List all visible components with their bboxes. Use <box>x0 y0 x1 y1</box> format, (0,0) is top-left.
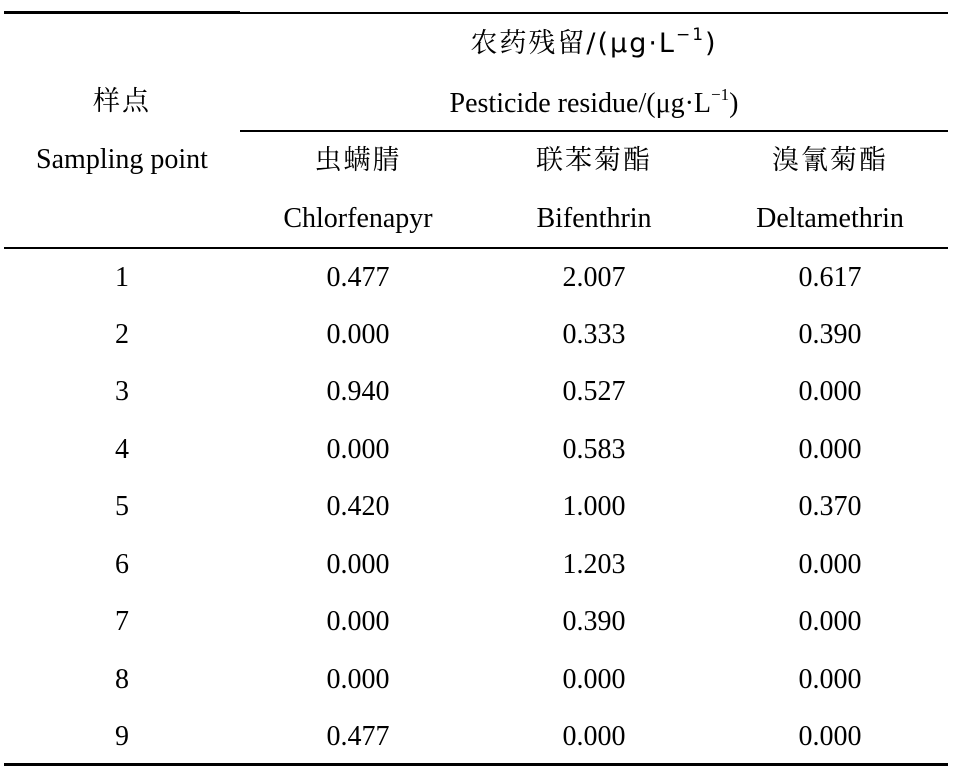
column-header-bifenthrin-cn: 联苯菊酯 <box>536 145 652 176</box>
table-cell-deltamethrin: 0.000 <box>798 664 862 695</box>
table-cell-chlorfenapyr: 0.000 <box>326 606 390 637</box>
table-cell-bifenthrin: 0.527 <box>562 376 626 407</box>
pesticide-residue-table <box>4 0 948 768</box>
unit-exponent: −1 <box>675 25 706 45</box>
table-cell-deltamethrin: 0.370 <box>798 491 862 522</box>
top-rule-left <box>4 11 240 14</box>
bottom-rule <box>4 763 948 766</box>
table-cell-bifenthrin: 1.203 <box>562 549 626 580</box>
table-cell-chlorfenapyr: 0.420 <box>326 491 390 522</box>
table-cell-deltamethrin: 0.000 <box>798 721 862 752</box>
column-header-deltamethrin-cn: 溴氰菊酯 <box>772 145 888 176</box>
table-cell-chlorfenapyr: 0.940 <box>326 376 390 407</box>
top-rule-right <box>240 12 948 14</box>
table-cell-point: 2 <box>115 319 129 350</box>
table-cell-point: 7 <box>115 606 129 637</box>
unit-exponent: −1 <box>711 85 730 104</box>
table-cell-bifenthrin: 0.583 <box>562 434 626 465</box>
table-cell-point: 3 <box>115 376 129 407</box>
table-cell-deltamethrin: 0.000 <box>798 549 862 580</box>
unit-close: ) <box>705 28 718 59</box>
table-cell-chlorfenapyr: 0.477 <box>326 721 390 752</box>
header-bottom-rule <box>4 247 948 249</box>
table-cell-bifenthrin: 0.333 <box>562 319 626 350</box>
table-cell-chlorfenapyr: 0.477 <box>326 262 390 293</box>
group-header-en <box>240 85 948 119</box>
table-cell-deltamethrin: 0.000 <box>798 434 862 465</box>
table-cell-point: 9 <box>115 721 129 752</box>
table-cell-point: 6 <box>115 549 129 580</box>
column-header-deltamethrin-en: Deltamethrin <box>756 203 904 234</box>
table-cell-point: 8 <box>115 664 129 695</box>
table-cell-point: 1 <box>115 262 129 293</box>
table-cell-deltamethrin: 0.390 <box>798 319 862 350</box>
table-cell-bifenthrin: 0.000 <box>562 721 626 752</box>
group-header-cn <box>240 25 948 59</box>
table-cell-chlorfenapyr: 0.000 <box>326 664 390 695</box>
group-header-rule <box>240 130 948 132</box>
group-header-en-text: Pesticide residue/(μg·L <box>449 88 712 119</box>
table-cell-deltamethrin: 0.000 <box>798 376 862 407</box>
table-cell-bifenthrin: 0.000 <box>562 664 626 695</box>
table-cell-point: 4 <box>115 434 129 465</box>
unit-close: ) <box>729 88 739 119</box>
table-cell-chlorfenapyr: 0.000 <box>326 319 390 350</box>
table-cell-deltamethrin: 0.617 <box>798 262 862 293</box>
sampling-point-header-en: Sampling point <box>36 144 208 175</box>
table-cell-deltamethrin: 0.000 <box>798 606 862 637</box>
column-header-bifenthrin-en: Bifenthrin <box>536 203 652 234</box>
table-cell-bifenthrin: 1.000 <box>562 491 626 522</box>
group-header-cn-text: 农药残留/(μg·L <box>470 28 676 59</box>
sampling-point-header-cn: 样点 <box>93 86 151 117</box>
table-cell-chlorfenapyr: 0.000 <box>326 549 390 580</box>
column-header-chlorfenapyr-en: Chlorfenapyr <box>283 203 433 234</box>
table-cell-bifenthrin: 0.390 <box>562 606 626 637</box>
column-header-chlorfenapyr-cn: 虫螨腈 <box>314 145 402 176</box>
table-cell-chlorfenapyr: 0.000 <box>326 434 390 465</box>
table-cell-bifenthrin: 2.007 <box>562 262 626 293</box>
table-cell-point: 5 <box>115 491 129 522</box>
